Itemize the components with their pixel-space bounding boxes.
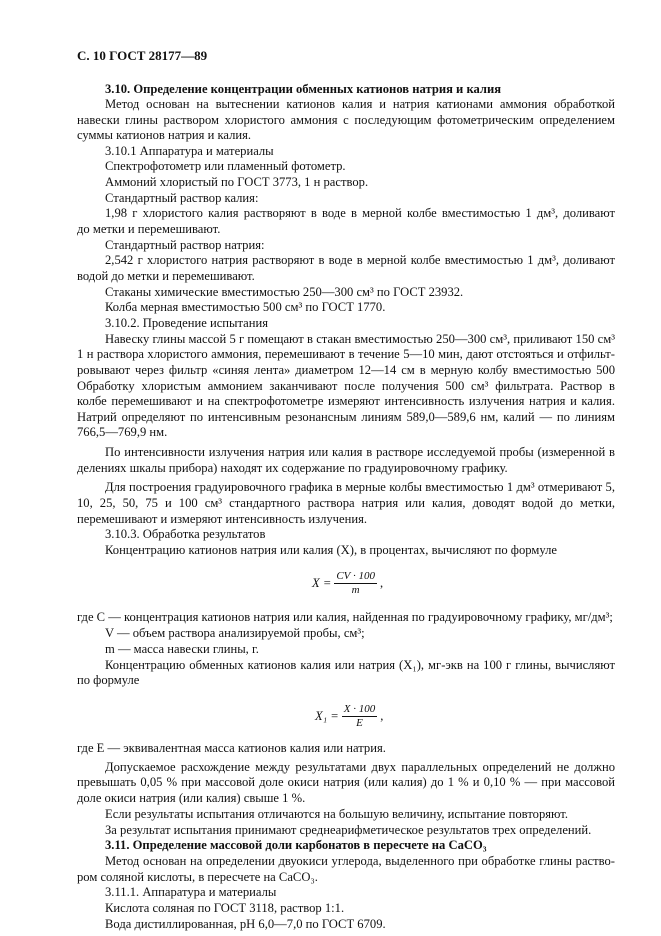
text-line: Стаканы химические вместимостью 250—300 см³ по ГОСТ 23932.	[105, 285, 464, 299]
text-line: Натрий определяют по интенсивным резонансным линиям 589,0—589,6 нм, калий — по линиям	[77, 410, 615, 424]
text-line: Метод основан на определении двуокиси углерода, выделенного при обработке глины раство-	[105, 854, 615, 868]
text-line: Спектрофотометр или пламенный фотометр.	[105, 159, 346, 173]
text-line: Стандартный раствор калия:	[105, 191, 259, 205]
formula-lhs: X₁ =	[315, 709, 339, 723]
text-line: 10, 25, 50, 75 и 100 см³ стандартного раствора натрия или калия, доводят водой до метки,	[77, 496, 615, 510]
text-line: m — масса навески глины, г.	[105, 642, 259, 656]
text-line: Колба мерная вместимостью 500 см³ по ГОСТ 1770.	[105, 300, 386, 314]
text-line: 1,98 г хлористого калия растворяют в воде в мерной колбе вместимостью 1 дм³, доливают	[105, 206, 615, 220]
formula-x	[312, 570, 383, 597]
text-line: Навеску глины массой 5 г помещают в стакан вместимостью 250—300 см³, приливают 150 см³	[105, 332, 615, 346]
text-line: Кислота соляная по ГОСТ 3118, раствор 1:1.	[105, 901, 345, 915]
section-heading: 3.10. Определение концентрации обменных катионов натрия и калия	[105, 82, 502, 96]
text-line: превышать 0,05 % при массовой доле окиси натрия (или калия) до 1 % и 0,10 % — при массовой	[77, 775, 615, 789]
text-line: где C — концентрация катионов натрия или калия, найденная по градуировочному графику, мг/дм³;	[77, 610, 613, 624]
text-line: водой до метки и перемешивают.	[77, 269, 255, 283]
text-line: Аммоний хлористый по ГОСТ 3773, 1 н раствор.	[105, 175, 369, 189]
formula-x1	[315, 703, 383, 730]
text-line: навески глины раствором хлористого аммония с последующим фотометрическим определением	[77, 113, 615, 127]
page-header: С. 10 ГОСТ 28177—89	[77, 48, 208, 63]
text-line: по формуле	[77, 673, 140, 687]
text-line: По интенсивности излучения натрия или калия в растворе исследуемой пробы (измеренной в	[105, 445, 615, 459]
text-line: Если результаты испытания отличаются на большую величину, испытание повторяют.	[105, 807, 568, 821]
section-heading: 3.11. Определение массовой доли карбонатов в пересчете на CaCO₃	[105, 838, 487, 852]
text-line: Обработку хлористым аммонием заканчивают после получения 500 см³ фильтрата. Раствор в	[77, 379, 615, 393]
text-line: где E — эквивалентная масса катионов калия или натрия.	[77, 741, 386, 755]
formula-denominator: E	[356, 717, 363, 729]
text-line: V — объем раствора анализируемой пробы, см³;	[105, 626, 365, 640]
formula-lhs: X =	[312, 576, 332, 590]
formula-tail: ,	[379, 576, 384, 590]
text-line: 2,542 г хлористого натрия растворяют в воде в мерной колбе вместимостью 1 дм³, доливают	[105, 253, 615, 267]
text-line: до метки и перемешивают.	[77, 222, 221, 236]
text-line: Концентрацию обменных катионов калия или натрия (X₁), мг-экв на 100 г глины, вычисляют	[105, 658, 615, 672]
text-line: 3.10.3. Обработка результатов	[105, 527, 266, 541]
text-line: колбе перемешивают и на спектрофотометре измеряют интенсивность излучения натрия и калия.	[77, 394, 615, 408]
text-line: Допускаемое расхождение между результатами двух параллельных определений не должно	[105, 760, 615, 774]
text-line: делениях шкалы прибора) находят их содержание по градуировочному графику.	[77, 461, 508, 475]
formula-denominator: m	[351, 584, 360, 596]
text-line: Метод основан на вытеснении катионов калия и натрия катионами аммония обработкой	[105, 97, 615, 111]
text-line: ром соляной кислоты, в пересчете на CaCO₃.	[77, 870, 318, 884]
text-line: Стандартный раствор натрия:	[105, 238, 265, 252]
text-line: ровывают через фильтр «синяя лента» диаметром 12—14 см в мерную колбу вместимостью 500	[77, 363, 615, 377]
text-line: За результат испытания принимают среднеарифметическое результатов трех определений.	[105, 823, 592, 837]
formula-numerator: CV · 100	[336, 570, 375, 582]
formula-tail: ,	[380, 709, 384, 723]
text-line: 3.11.1. Аппаратура и материалы	[105, 885, 277, 899]
text-line: 766,5—769,9 нм.	[77, 425, 168, 439]
text-line: 3.10.1 Аппаратура и материалы	[105, 144, 274, 158]
formula-numerator: X · 100	[343, 703, 376, 715]
text-line: перемешивают и измеряют интенсивность излучения.	[77, 512, 368, 526]
text-line: 1 н раствора хлористого аммония, перемешивают в течение 5—10 мин, дают отстояться и отфильт-	[77, 347, 615, 361]
text-line: суммы катионов натрия и калия.	[77, 128, 252, 142]
text-line: Вода дистиллированная, pH 6,0—7,0 по ГОСТ 6709.	[105, 917, 386, 931]
text-line: 3.10.2. Проведение испытания	[105, 316, 269, 330]
text-line: доле окиси натрия (или калия) свыше 1 %.	[77, 791, 306, 805]
text-line: Для построения градуировочного графика в мерные колбы вместимостью 1 дм³ отмеривают 5,	[105, 480, 615, 494]
text-line: Концентрацию катионов натрия или калия (X), в процентах, вычисляют по формуле	[105, 543, 557, 557]
